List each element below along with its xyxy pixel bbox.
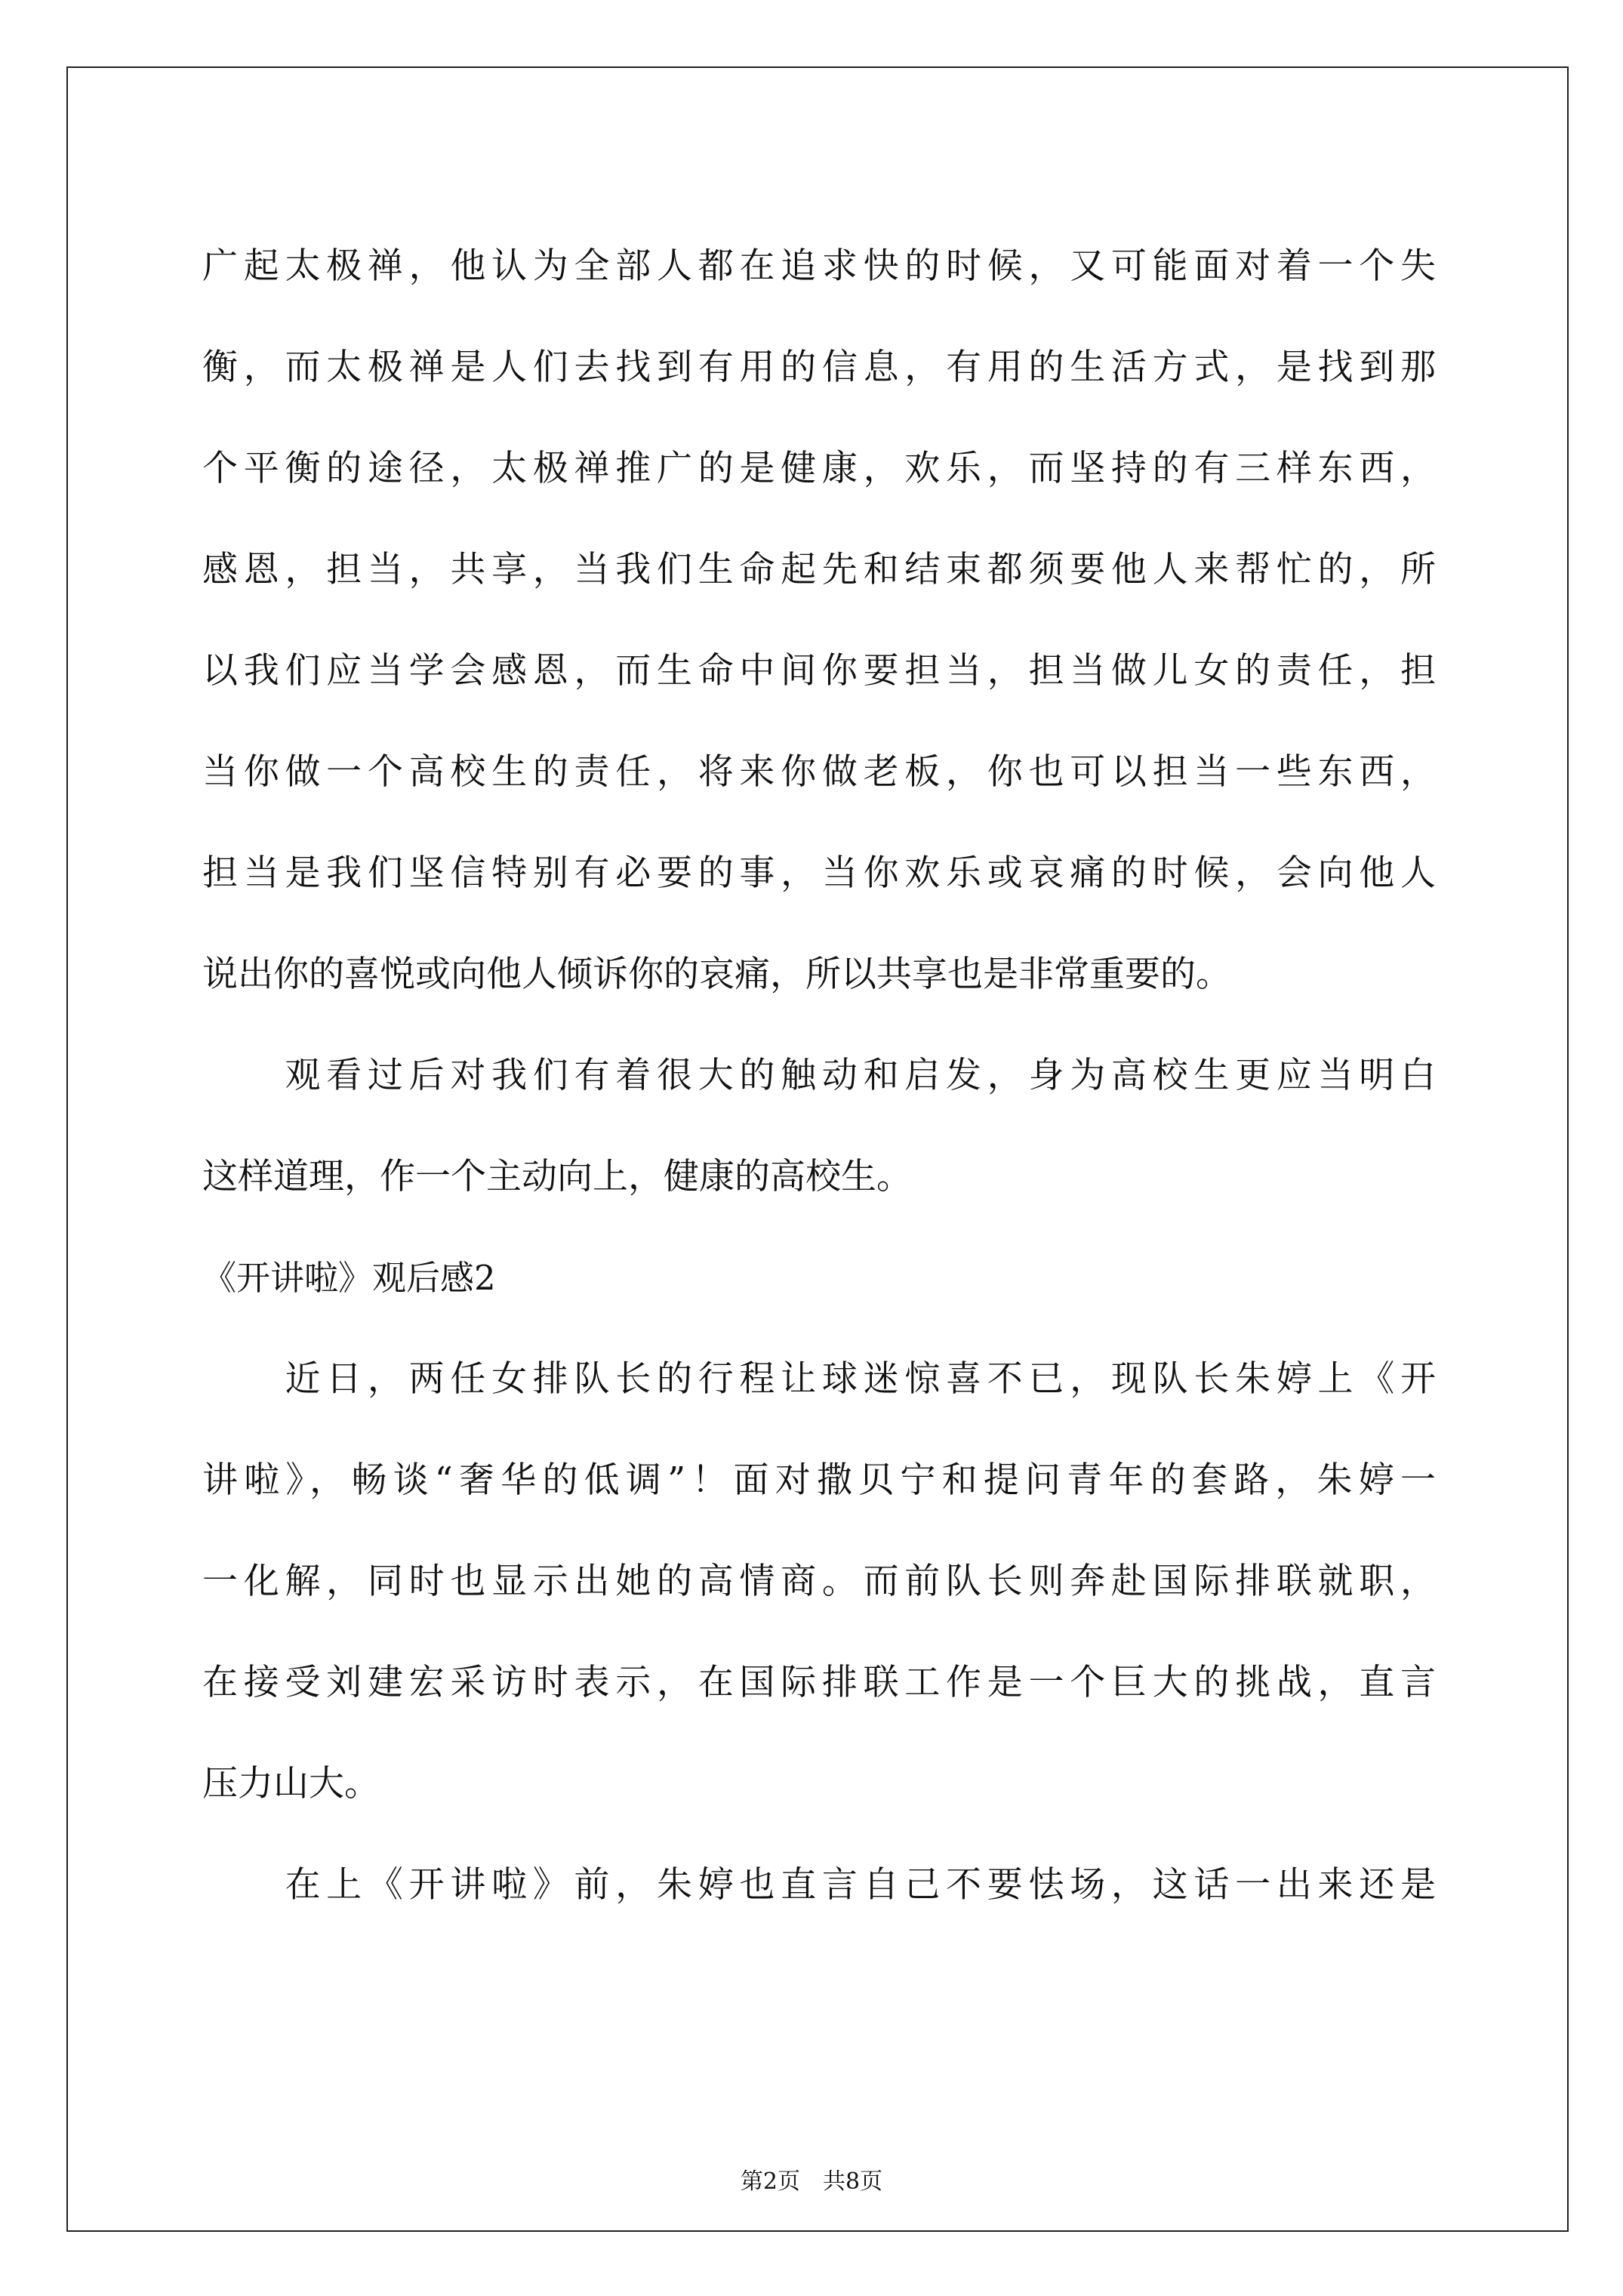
paragraph-line: 近日，两任女排队长的行程让球迷惊喜不已，现队长朱婷上《开	[202, 1358, 1436, 1400]
document-body	[202, 216, 1436, 1936]
section-heading: 《开讲啦》观后感2	[202, 1258, 496, 1298]
page-footer: 第2页 共8页	[740, 2168, 883, 2195]
paragraph-line: 说出你的喜悦或向他人倾诉你的哀痛，所以共享也是非常重要的。	[202, 954, 1231, 995]
paragraph-line: 一化解，同时也显示出她的高情商。而前队长则奔赴国际排联就职，	[202, 1561, 1436, 1602]
paragraph-line: 以我们应当学会感恩，而生命中间你要担当，担当做儿女的责任，担	[202, 650, 1436, 692]
paragraph-line: 当你做一个高校生的责任，将来你做老板，你也可以担当一些东西，	[202, 751, 1436, 793]
paragraph-line: 衡，而太极禅是人们去找到有用的信息，有用的生活方式，是找到那	[202, 347, 1436, 388]
paragraph-line: 个平衡的途径，太极禅推广的是健康，欢乐，而坚持的有三样东西，	[202, 448, 1436, 489]
paragraph-line: 担当是我们坚信特别有必要的事，当你欢乐或哀痛的时候，会向他人	[202, 852, 1436, 894]
paragraph-line: 感恩，担当，共享，当我们生命起先和结束都须要他人来帮忙的，所	[202, 549, 1436, 590]
paragraph-line: 广起太极禅，他认为全部人都在追求快的时候，又可能面对着一个失	[202, 245, 1436, 287]
paragraph-line: 这样道理，作一个主动向上，健康的高校生。	[202, 1156, 912, 1197]
paragraph-line: 在上《开讲啦》前，朱婷也直言自己不要怯场，这话一出来还是	[202, 1864, 1436, 1906]
paragraph-line: 在接受刘建宏采访时表示，在国际排联工作是一个巨大的挑战，直言	[202, 1662, 1436, 1703]
paragraph-line: 压力山大。	[202, 1763, 380, 1804]
paragraph-line: 讲啦》，畅谈“奢华的低调”！面对撒贝宁和提问青年的套路，朱婷一	[202, 1459, 1436, 1501]
paragraph-line: 观看过后对我们有着很大的触动和启发，身为高校生更应当明白	[202, 1055, 1436, 1096]
